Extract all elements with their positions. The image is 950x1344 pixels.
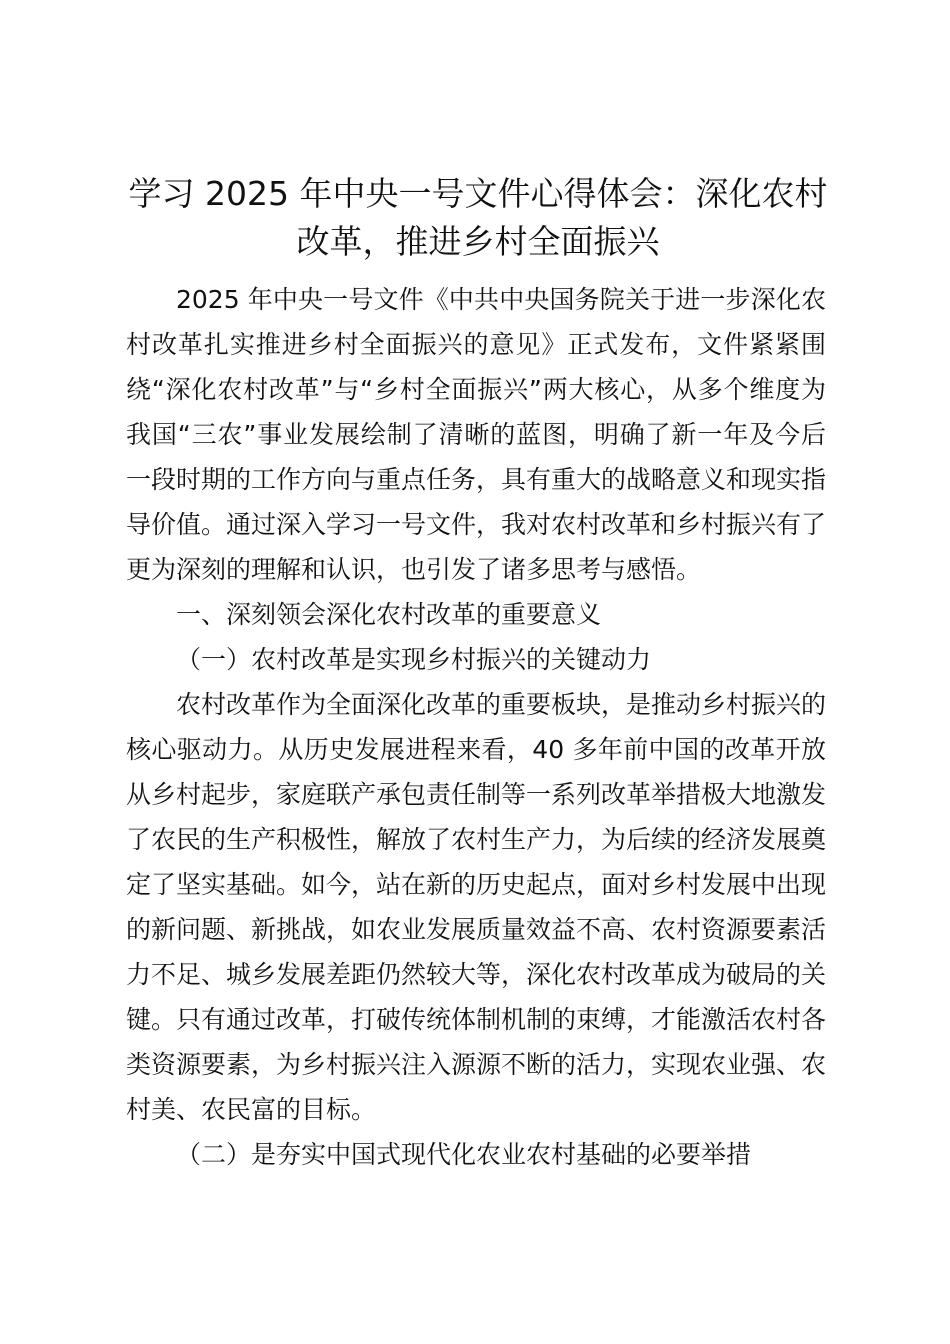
body-paragraph-1: 农村改革作为全面深化改革的重要板块，是推动乡村振兴的核心驱动力。从历史发展进程来看，40 多年前中国的改革开放从乡村起步，家庭联产承包责任制等一系列改革举措极大地激发了农民的生产积极性，解放了农村生产力，为后续的经济发展奠定了坚实基础。如今，站在新的历史起点，面对乡村发展中出现的新问题、新挑战，如农业发展质量效益不高、农村资源要素活力不足、城乡发展差距仍然较大等，深化农村改革成为破局的关键。只有通过改革，打破传统体制机制的束缚，才能激活农村各类资源要素，为乡村振兴注入源源不断的活力，实现农业强、农村美、农民富的目标。 [126, 690, 827, 1124]
document-body [126, 277, 826, 1177]
intro-paragraph: 2025 年中央一号文件《中共中央国务院关于进一步深化农村改革扎实推进乡村全面振兴的意见》正式发布，文件紧紧围绕“深化农村改革”与“乡村全面振兴”两大核心，从多个维度为我国“三农”事业发展绘制了清晰的蓝图，明确了新一年及今后一段时期的工作方向与重点任务，具有重大的战略意义和现实指导价值。通过深入学习一号文件，我对农村改革和乡村振兴有了更为深刻的理解和认识，也引发了诸多思考与感悟。 [126, 285, 827, 584]
subsection-heading-1: （一）农村改革是实现乡村振兴的关键动力 [176, 645, 652, 674]
document-title: 学习 2025 年中央一号文件心得体会：深化农村改革，推进乡村全面振兴 [128, 174, 828, 261]
subsection-heading-2: （二）是夯实中国式现代化农业农村基础的必要举措 [176, 1140, 752, 1169]
section-heading-1: 一、深刻领会深化农村改革的重要意义 [176, 600, 602, 629]
